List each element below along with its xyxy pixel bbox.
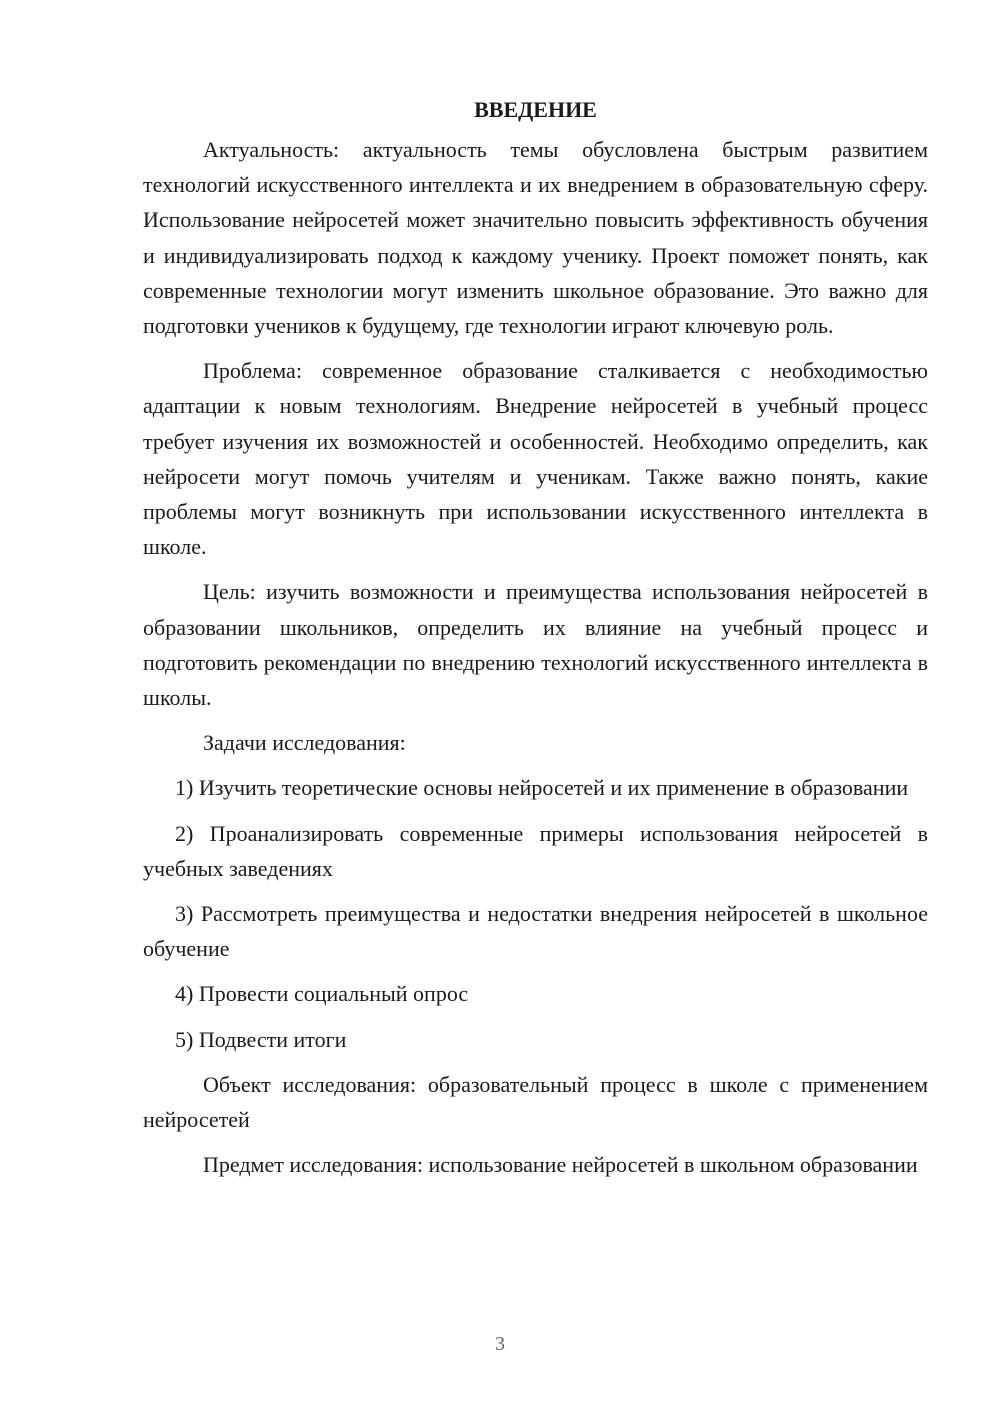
- page-title: ВВЕДЕНИЕ: [474, 97, 597, 122]
- task-item-1: 1) Изучить теоретические основы нейросетей и их применение в образовании: [175, 775, 909, 801]
- subject-paragraph: Предмет исследования: использование нейросетей в школьном образовании: [203, 1152, 918, 1178]
- task-item-5: 5) Подвести итоги: [175, 1026, 347, 1052]
- task-item-3: 3) Рассмотреть преимущества и недостатки внедрения нейросетей в школьное обучение: [143, 901, 928, 962]
- document-page: [143, 92, 928, 1192]
- problem-paragraph: Проблема: современное образование сталкивается с необходимостью адаптации к новым технологиям. Внедрение нейросетей в учебный процесс требует изучения их возможностей и особенностей. Необходимо определить, как нейросети могут помочь учителям и ученикам. Также важно понять, какие проблемы могут возникнуть при использовании искусственного интеллекта в школе.: [143, 358, 928, 560]
- object-paragraph: Объект исследования: образовательный процесс в школе с применением нейросетей: [143, 1071, 928, 1133]
- relevance-paragraph: Актуальность: актуальность темы обусловлена быстрым развитием технологий искусственного интеллекта и их внедрением в образовательную сферу. Использование нейросетей может значительно повысить эффективность обучения и индивидуализировать подход к каждому ученику. Проект поможет понять, как современные технологии могут изменить школьное образование. Это важно для подготовки учеников к будущему, где технологии играют ключевую роль.: [143, 137, 928, 339]
- goal-paragraph: Цель: изучить возможности и преимущества использования нейросетей в образовании школьников, определить их влияние на учебный процесс и подготовить рекомендации по внедрению технологий искусственного интеллекта в школы.: [143, 579, 928, 711]
- task-item-4: 4) Провести социальный опрос: [175, 981, 469, 1007]
- task-item-2: 2) Проанализировать современные примеры использования нейросетей в учебных заведениях: [143, 820, 928, 881]
- tasks-heading: Задачи исследования:: [203, 730, 406, 756]
- page-number: 3: [495, 1333, 505, 1355]
